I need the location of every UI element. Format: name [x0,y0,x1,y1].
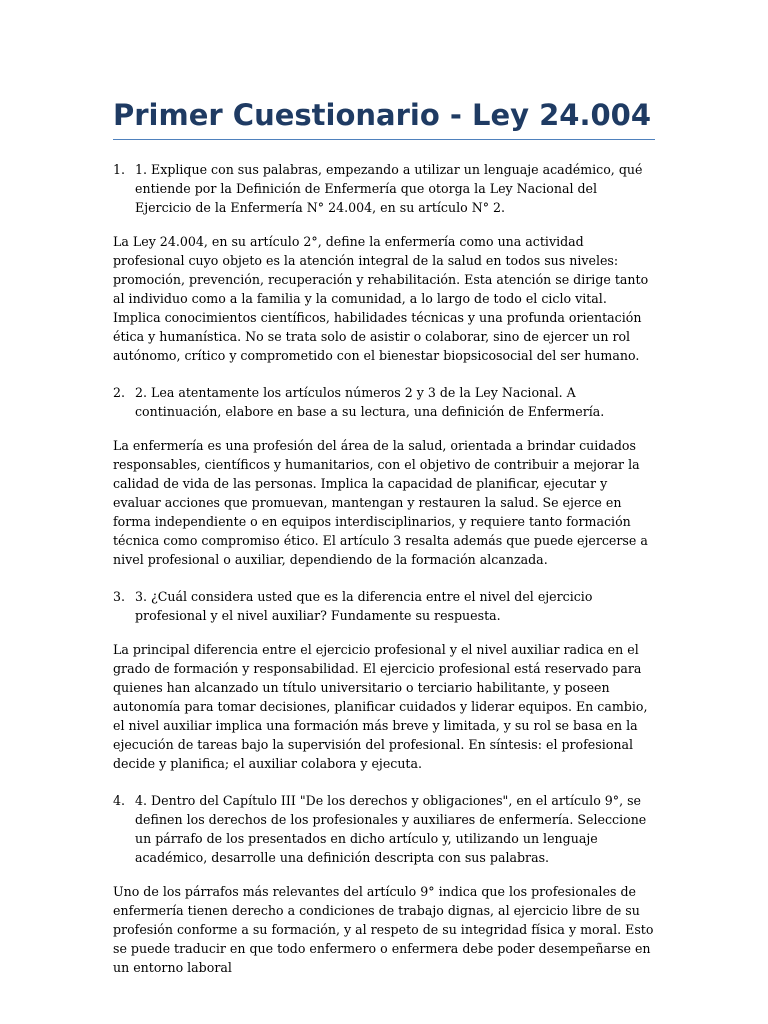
question-number: 1. [113,162,126,177]
question-number: 2. [113,385,126,400]
question-3 [113,587,655,625]
question-text: 3. ¿Cuál considera usted que es la diferencia entre el nivel del ejercicio profesional y el nivel auxiliar? Fundamente su respuesta. [135,589,593,623]
document-page [113,96,655,977]
question-number: 3. [113,589,126,604]
page-title: Primer Cuestionario - Ley 24.004 [113,96,655,140]
question-text: 1. Explique con sus palabras, empezando a utilizar un lenguaje académico, qué entiende por la Definición de Enfermería que otorga la Ley Nacional del Ejercicio de la Enfermería N° 24.004, en su artículo N° 2. [135,162,643,215]
question-number: 4. [113,793,126,808]
answer-2: La enfermería es una profesión del área de la salud, orientada a brindar cuidados responsables, científicos y humanitarios, con el objetivo de contribuir a mejorar la calidad de vida de las personas. Implica la capacidad de planificar, ejecutar y evaluar acciones que promuevan, mantengan y restauren la salud. Se ejerce en forma independiente o en equipos interdisciplinarios, y requiere tanto formación técnica como compromiso ético. El artículo 3 resalta además que puede ejercerse a nivel profesional o auxiliar, dependiendo de la formación alcanzada. [113,438,648,567]
question-4 [113,791,655,867]
answer-4: Uno de los párrafos más relevantes del artículo 9° indica que los profesionales de enfermería tienen derecho a condiciones de trabajo dignas, al ejercicio libre de su profesión conforme a su formación, y al respeto de su integridad física y moral. Esto se puede traducir en que todo enfermero o enfermera debe poder desempeñarse en un entorno laboral [113,884,654,975]
answer-3: La principal diferencia entre el ejercicio profesional y el nivel auxiliar radica en el grado de formación y responsabilidad. El ejercicio profesional está reservado para quienes han alcanzado un título universitario o terciario habilitante, y poseen autonomía para tomar decisiones, planificar cuidados y liderar equipos. En cambio, el nivel auxiliar implica una formación más breve y limitada, y su rol se basa en la ejecución de tareas bajo la supervisión del profesional. En síntesis: el profesional decide y planifica; el auxiliar colabora y ejecuta. [113,642,648,771]
answer-1: La Ley 24.004, en su artículo 2°, define la enfermería como una actividad profesional cuyo objeto es la atención integral de la salud en todos sus niveles: promoción, prevención, recuperación y rehabilitación. Esta atención se dirige tanto al individuo como a la familia y la comunidad, a lo largo de todo el ciclo vital. Implica conocimientos científicos, habilidades técnicas y una profunda orientación ética y humanística. No se trata solo de asistir o colaborar, sino de ejercer un rol autónomo, crítico y comprometido con el bienestar biopsicosocial del ser humano. [113,234,649,363]
question-2 [113,383,655,421]
question-text: 2. Lea atentamente los artículos números 2 y 3 de la Ley Nacional. A continuación, elabore en base a su lectura, una definición de Enfermería. [135,385,605,419]
question-1 [113,160,655,217]
question-text: 4. Dentro del Capítulo III "De los derechos y obligaciones", en el artículo 9°, se definen los derechos de los profesionales y auxiliares de enfermería. Seleccione un párrafo de los presentados en dicho artículo y, utilizando un lenguaje académico, desarrolle una definición descripta con sus palabras. [135,793,647,865]
